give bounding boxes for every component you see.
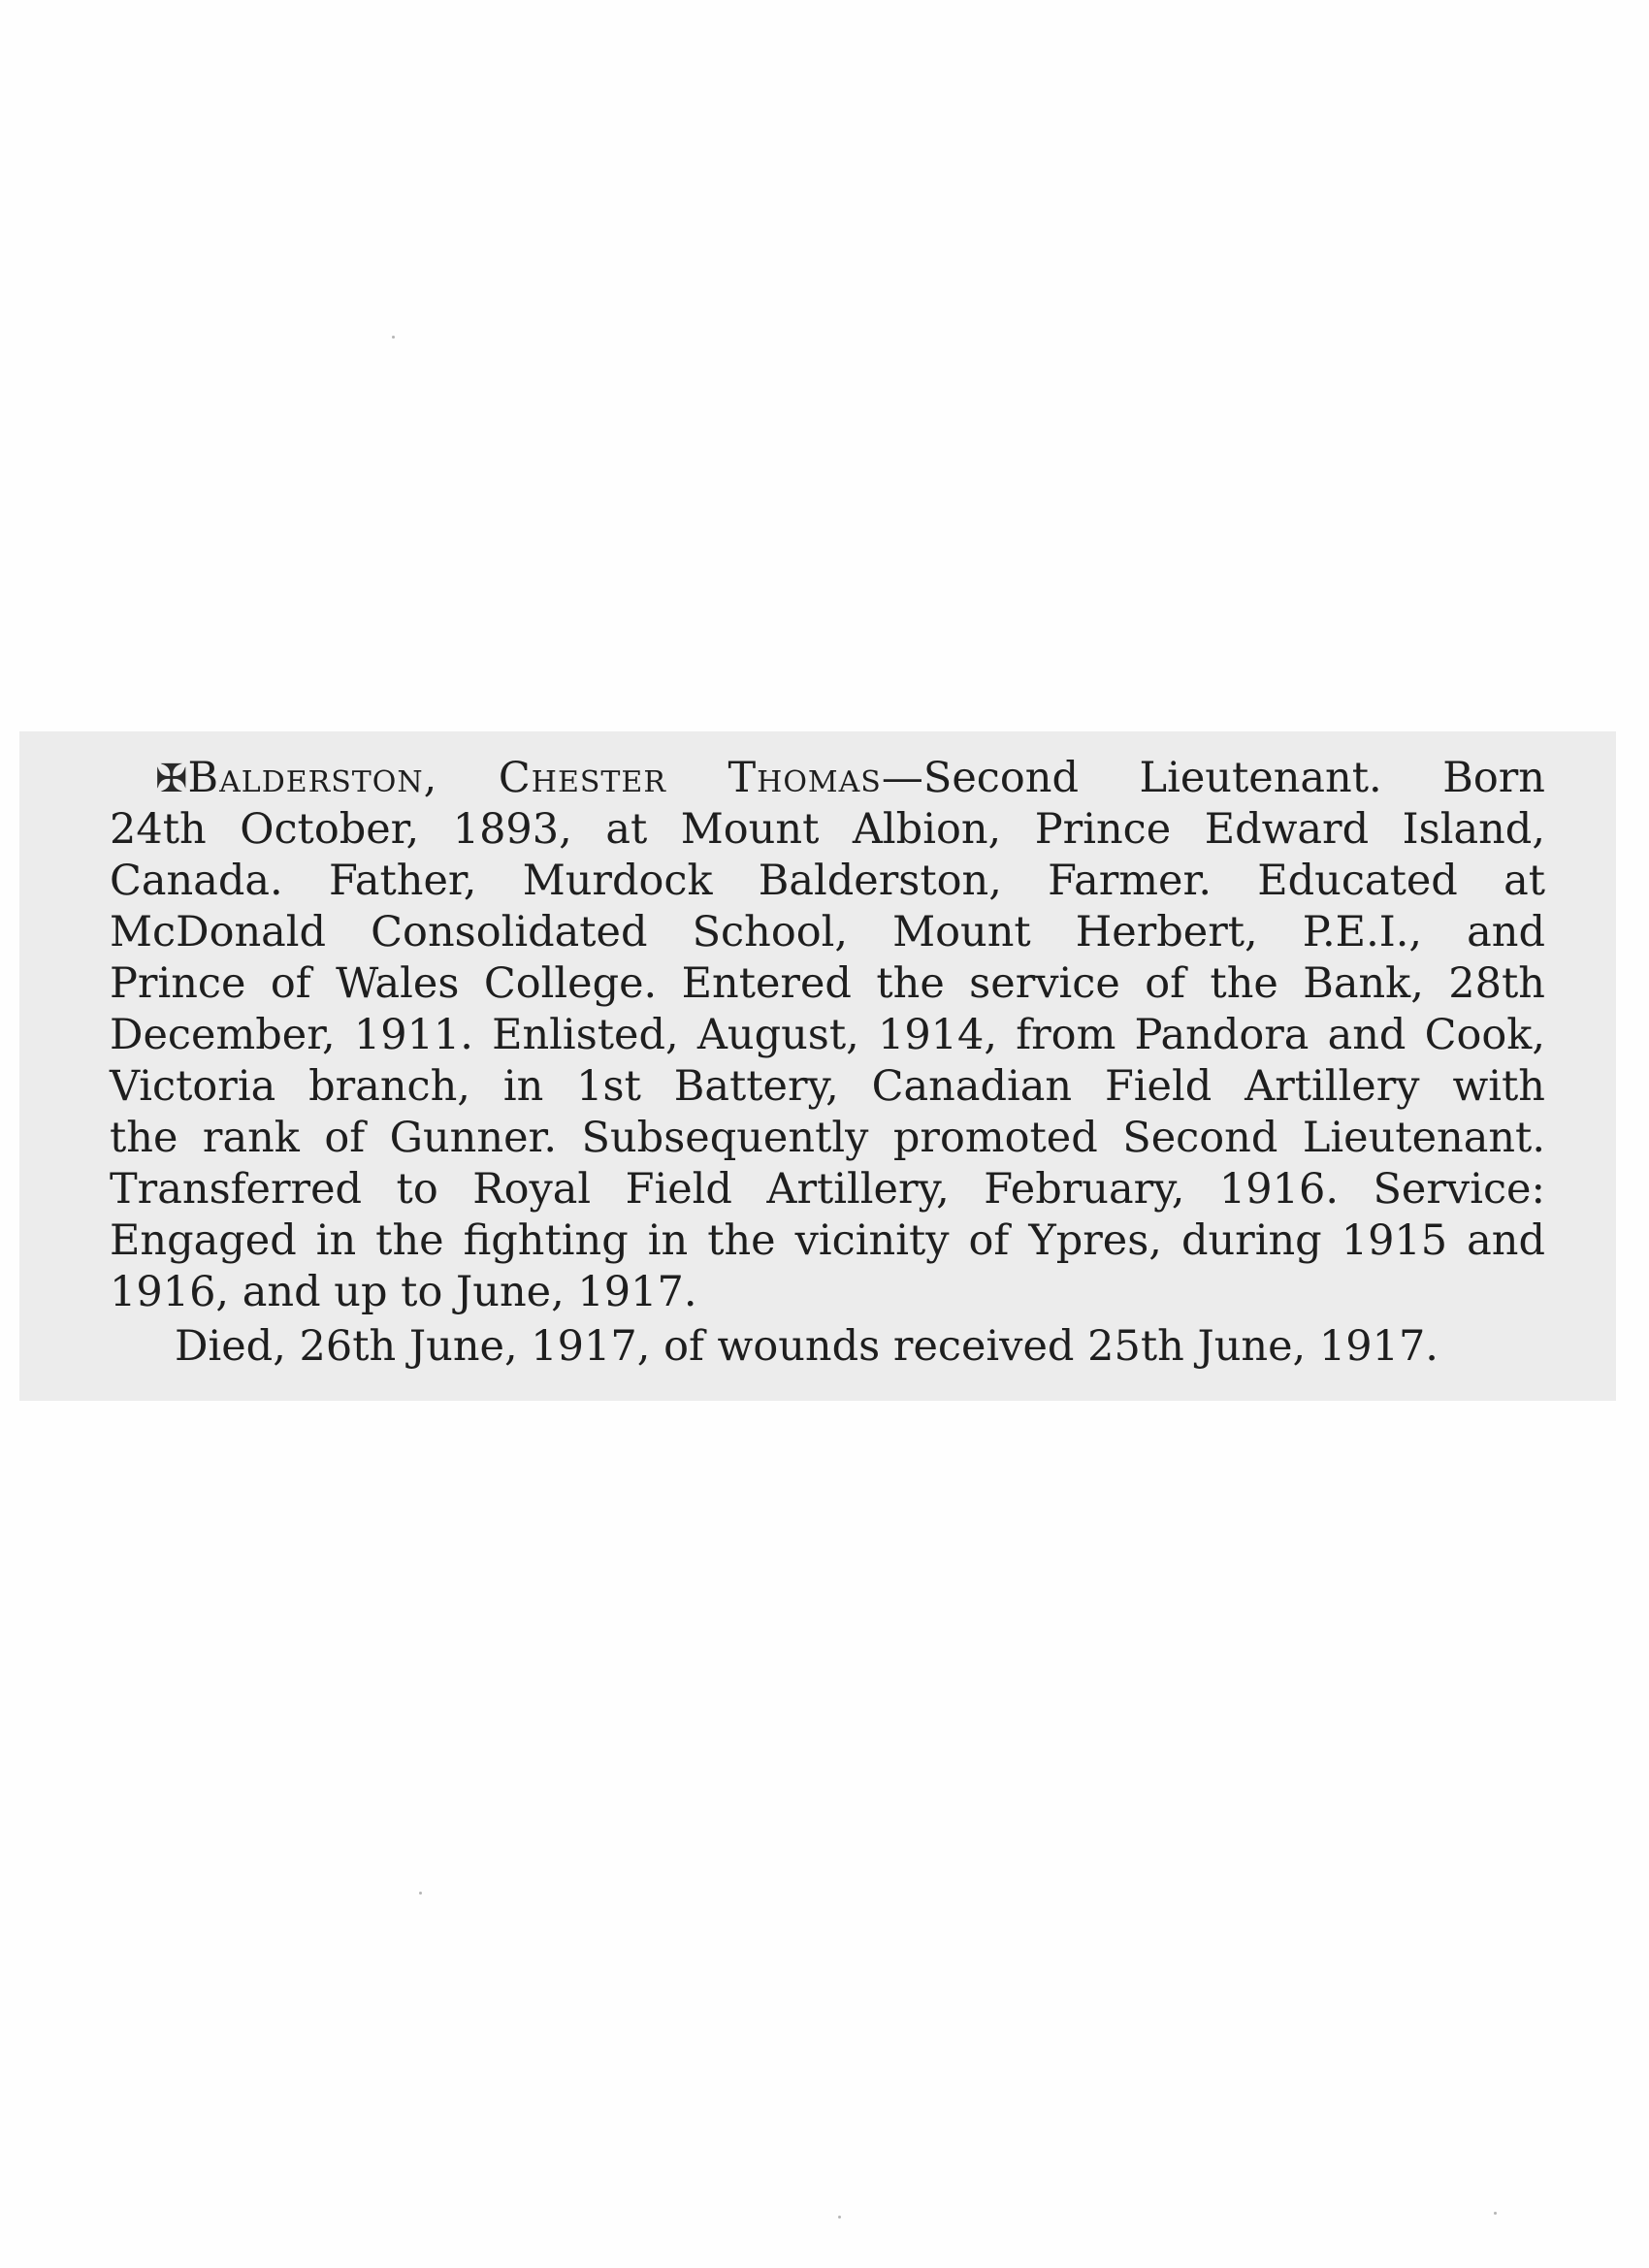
entry-text-line: December, 1911. Enlisted, August, 1914, from Pandora and Cook, <box>110 1011 1545 1059</box>
entry-text-line: Canada. Father, Murdock Balderston, Farmer. Educated at <box>110 857 1545 905</box>
entry-text-line: 1916, and up to June, 1917. <box>110 1268 697 1316</box>
scan-speck <box>419 1892 422 1895</box>
scan-speck <box>392 336 395 339</box>
entry-text-line: 24th October, 1893, at Mount Albion, Prince Edward Island, <box>110 805 1545 854</box>
entry-text-line: —Second Lieutenant. Born <box>881 754 1545 802</box>
scan-speck <box>838 2216 841 2219</box>
entry-text-line: the rank of Gunner. Subsequently promoted Second Lieutenant. <box>110 1114 1545 1162</box>
cross-mark-icon: ✠ <box>155 757 188 801</box>
entry-surname: Balderston, <box>187 754 438 802</box>
entry-text-line: McDonald Consolidated School, Mount Herbert, P.E.I., and <box>110 908 1545 956</box>
entry-text-line: Victoria branch, in 1st Battery, Canadian Field Artillery with <box>110 1062 1545 1111</box>
memorial-entry <box>19 731 1616 1401</box>
entry-text-line: Transferred to Royal Field Artillery, February, 1916. Service: <box>110 1165 1545 1214</box>
entry-text-line: Prince of Wales College. Entered the service of the Bank, 28th <box>110 959 1545 1008</box>
death-note: Died, 26th June, 1917, of wounds received 25th June, 1917. <box>175 1322 1439 1371</box>
entry-text-line: Engaged in the fighting in the vicinity of Ypres, during 1915 and <box>110 1216 1545 1265</box>
scan-speck <box>1494 2212 1497 2215</box>
entry-given-names: Chester Thomas <box>498 754 882 802</box>
entry-heading-line <box>155 753 1545 804</box>
